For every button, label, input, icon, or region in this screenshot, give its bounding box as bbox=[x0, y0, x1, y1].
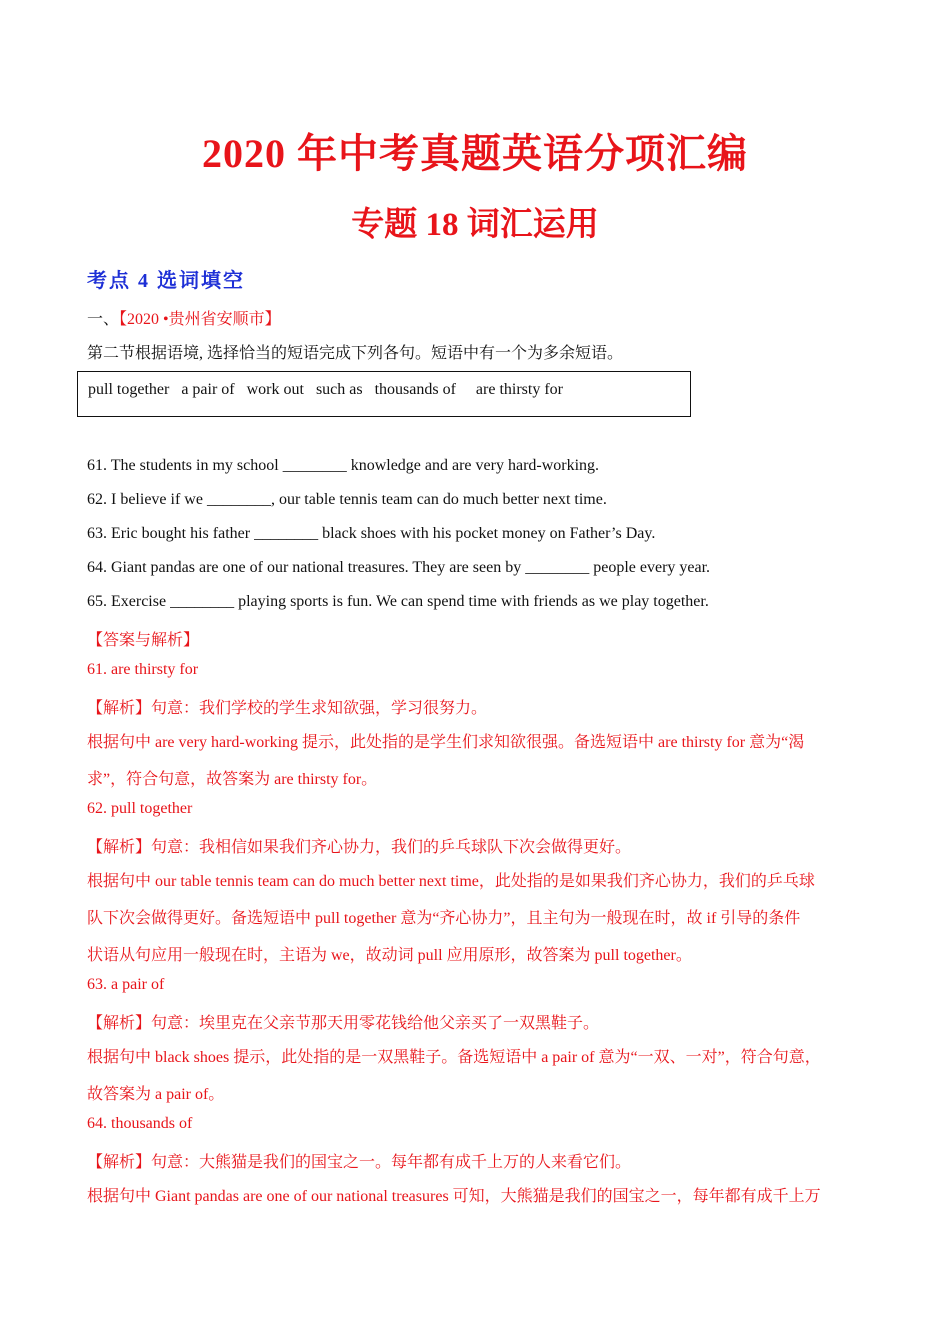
question-63: 63. Eric bought his father ________ black shoes with his pocket money on Father’s Day. bbox=[87, 525, 656, 542]
answer-63: 63. a pair of bbox=[87, 976, 165, 993]
analysis-61: 【解析】句意：我们学校的学生求知欲强，学习很努力。 bbox=[87, 700, 488, 717]
explain-63-line-1: 根据句中 black shoes 提示，此处指的是一双黑鞋子。备选短语中 a pair of 意为“一双、一对”，符合句意， bbox=[87, 1049, 821, 1066]
page-title: 2020 年中考真题英语分项汇编 bbox=[202, 131, 748, 176]
question-source-line bbox=[87, 306, 281, 329]
analysis-63: 【解析】句意：埃里克在父亲节那天用零花钱给他父亲买了一双黑鞋子。 bbox=[87, 1015, 600, 1032]
phrase-box bbox=[77, 371, 691, 417]
explain-62-line-1: 根据句中 our table tennis team can do much better next time，此处指的是如果我们齐心协力，我们的乒乓球 bbox=[87, 873, 815, 890]
question-64: 64. Giant pandas are one of our national treasures. They are seen by ________ people every year. bbox=[87, 559, 711, 576]
analysis-64: 【解析】句意：大熊猫是我们的国宝之一。每年都有成千上万的人来看它们。 bbox=[87, 1154, 632, 1171]
question-62: 62. I believe if we ________, our table tennis team can do much better next time. bbox=[87, 491, 607, 508]
phrase-list: pull together a pair of work out such as thousands of are thirsty for bbox=[88, 381, 564, 398]
instruction-text: 第二节根据语境, 选择恰当的短语完成下列各句。短语中有一个为多余短语。 bbox=[87, 345, 624, 362]
page-subtitle: 专题 18 词汇运用 bbox=[351, 207, 599, 243]
answer-62: 62. pull together bbox=[87, 800, 193, 817]
answer-64: 64. thousands of bbox=[87, 1115, 193, 1132]
question-source: 【2020 •贵州省安顺市】 bbox=[119, 311, 281, 328]
explain-62-line-3: 状语从句应用一般现在时，主语为 we，故动词 pull 应用原形，故答案为 pull together。 bbox=[87, 947, 692, 964]
explain-61-line-2: 求”，符合句意，故答案为 are thirsty for。 bbox=[87, 771, 378, 788]
question-61: 61. The students in my school ________ knowledge and are very hard-working. bbox=[87, 457, 600, 474]
answer-61: 61. are thirsty for bbox=[87, 661, 199, 678]
question-65: 65. Exercise ________ playing sports is fun. We can spend time with friends as we play together. bbox=[87, 593, 709, 610]
question-number: 一、 bbox=[87, 311, 120, 328]
explain-64-line-1: 根据句中 Giant pandas are one of our national treasures 可知，大熊猫是我们的国宝之一，每年都有成千上万 bbox=[87, 1188, 821, 1205]
answers-heading: 【答案与解析】 bbox=[87, 632, 200, 649]
explain-63-line-2: 故答案为 a pair of。 bbox=[87, 1086, 225, 1103]
explain-61-line-1: 根据句中 are very hard-working 提示，此处指的是学生们求知欲很强。备选短语中 are thirsty for 意为“渴 bbox=[87, 734, 805, 751]
explain-62-line-2: 队下次会做得更好。备选短语中 pull together 意为“齐心协力”，且主句为一般现在时，故 if 引导的条件 bbox=[87, 910, 801, 927]
analysis-62: 【解析】句意：我相信如果我们齐心协力，我们的乒乓球队下次会做得更好。 bbox=[87, 839, 632, 856]
section-heading: 考点 4 选词填空 bbox=[87, 270, 245, 292]
